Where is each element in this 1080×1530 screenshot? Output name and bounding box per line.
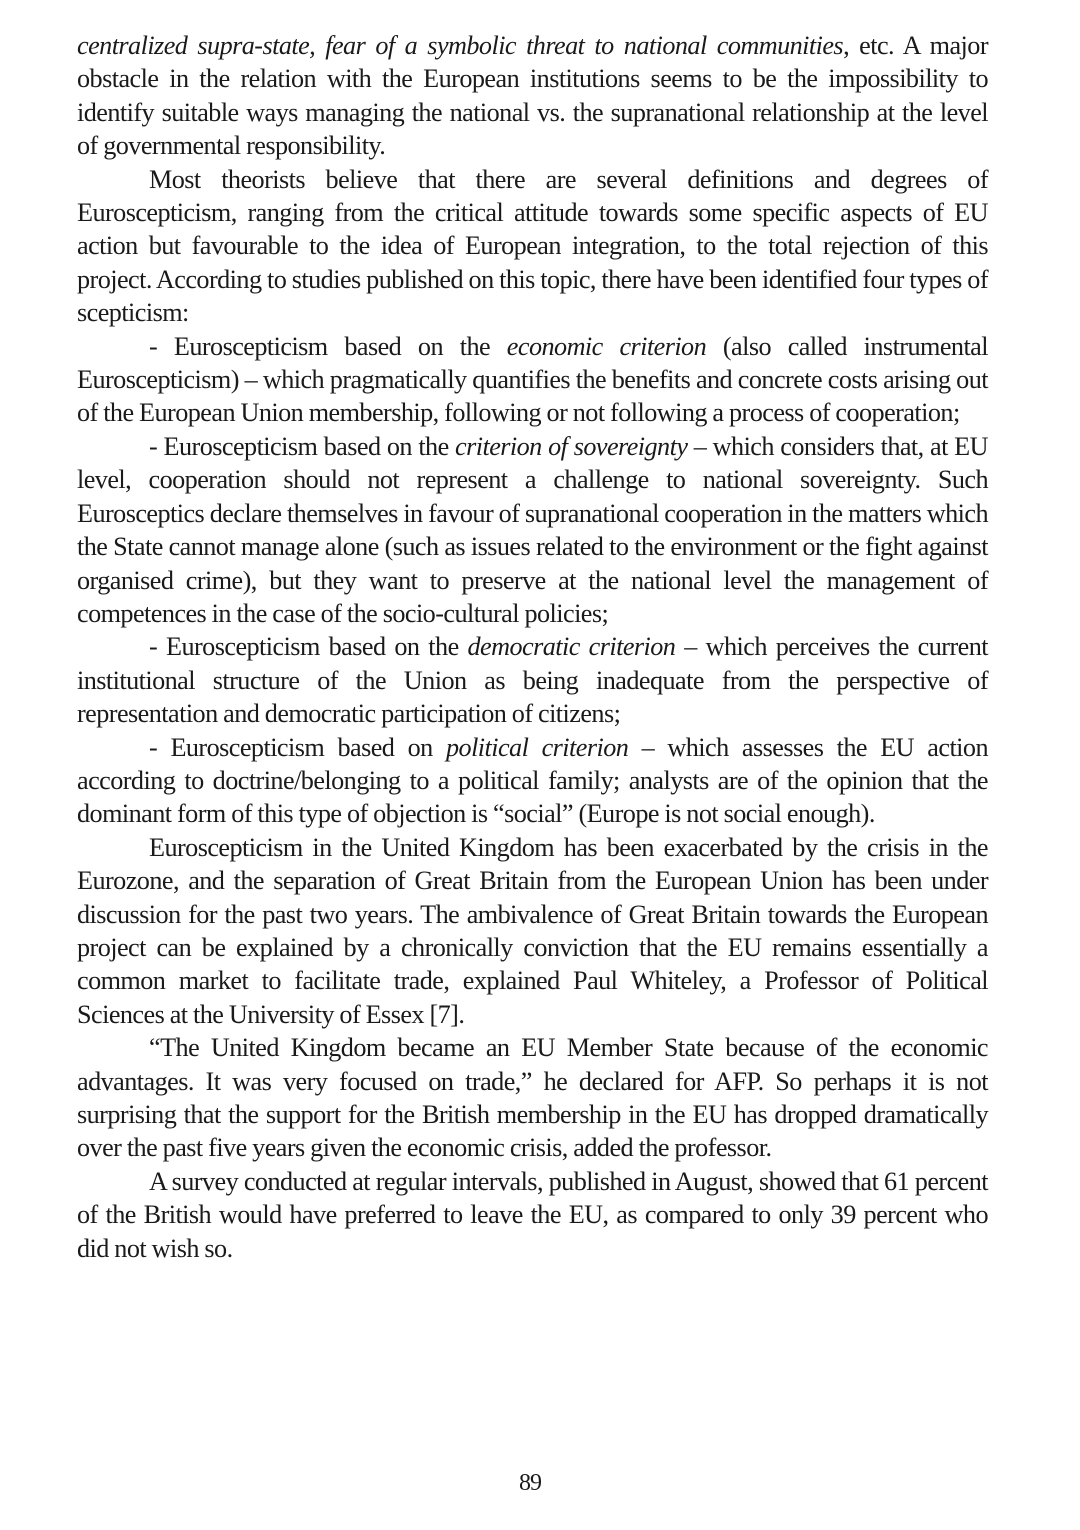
document-body: [77, 29, 988, 1265]
paragraph-7: Euroscepticism in the United Kingdom has been exacerbated by the crisis in the Eurozone, and the separation of Great Britain from the European Union has been under discussion for the past two years. The ambivalence of Great Britain towards the European project can be explained by a chronically conviction that the EU remains essentially a common market to facilitate trade, explained Paul Whiteley, a Professor of Political Sciences at the University of Essex [7].: [77, 832, 988, 1029]
page-number: 89: [519, 1470, 541, 1496]
list-item-democratic-criterion: - Euroscepticism based on the democratic criterion – which perceives the current institutional structure of the Union as being inadequate from the perspective of representation and democratic participation of citizens;: [77, 632, 988, 729]
list-item-sovereignty-criterion: - Euroscepticism based on the criterion of sovereignty – which considers that, at EU level, cooperation should not represent a challenge to national sovereignty. Such Eurosceptics declare themselves in favour of supranational cooperation in the matters which the State cannot manage alone (such as issues related to the environment or the fight against organised crime), but they want to preserve at the national level the management of competences in the case of the socio-cultural policies;: [77, 431, 988, 628]
paragraph-2: Most theorists believe that there are several definitions and degrees of Euroscepticism, ranging from the critical attitude towards some specific aspects of EU action but favourable to the idea of European integration, to the total rejection of this project. According to studies published on this topic, there have been identified four types of scepticism:: [77, 164, 988, 328]
italic-term: economic criterion: [506, 331, 707, 361]
paragraph-1: centralized supra-state, fear of a symbolic threat to national communities, etc. A major obstacle in the relation with the European institutions seems to be the impossibility to identify suitable ways managing the national vs. the supranational relationship at the level of governmental responsibility.: [77, 31, 988, 161]
paragraph-8: “The United Kingdom became an EU Member State because of the economic advantages. It was very focused on trade,” he declared for AFP. So perhaps it is not surprising that the support for the British membership in the EU has dropped dramatically over the past five years given the economic crisis, added the professor.: [77, 1033, 988, 1163]
paragraph-9: A survey conducted at regular intervals, published in August, showed that 61 percent of the British would have preferred to leave the EU, as compared to only 39 percent who did not wish so.: [77, 1166, 988, 1263]
list-item-political-criterion: - Euroscepticism based on political criterion – which assesses the EU action according to doctrine/belonging to a political family; analysts are of the opinion that the dominant form of this type of objection is “social” (Europe is not social enough).: [77, 732, 988, 829]
italic-term: criterion of sovereignty: [455, 431, 688, 461]
italic-term: democratic criterion: [467, 632, 676, 662]
italic-phrase: centralized supra-state, fear of a symbolic threat to national communities: [77, 31, 844, 60]
italic-term: political criterion: [445, 732, 629, 762]
list-item-economic-criterion: - Euroscepticism based on the economic criterion (also called instrumental Euroscepticism) – which pragmatically quantifies the benefits and concrete costs arising out of the European Union membership, following or not following a process of cooperation;: [77, 331, 988, 428]
